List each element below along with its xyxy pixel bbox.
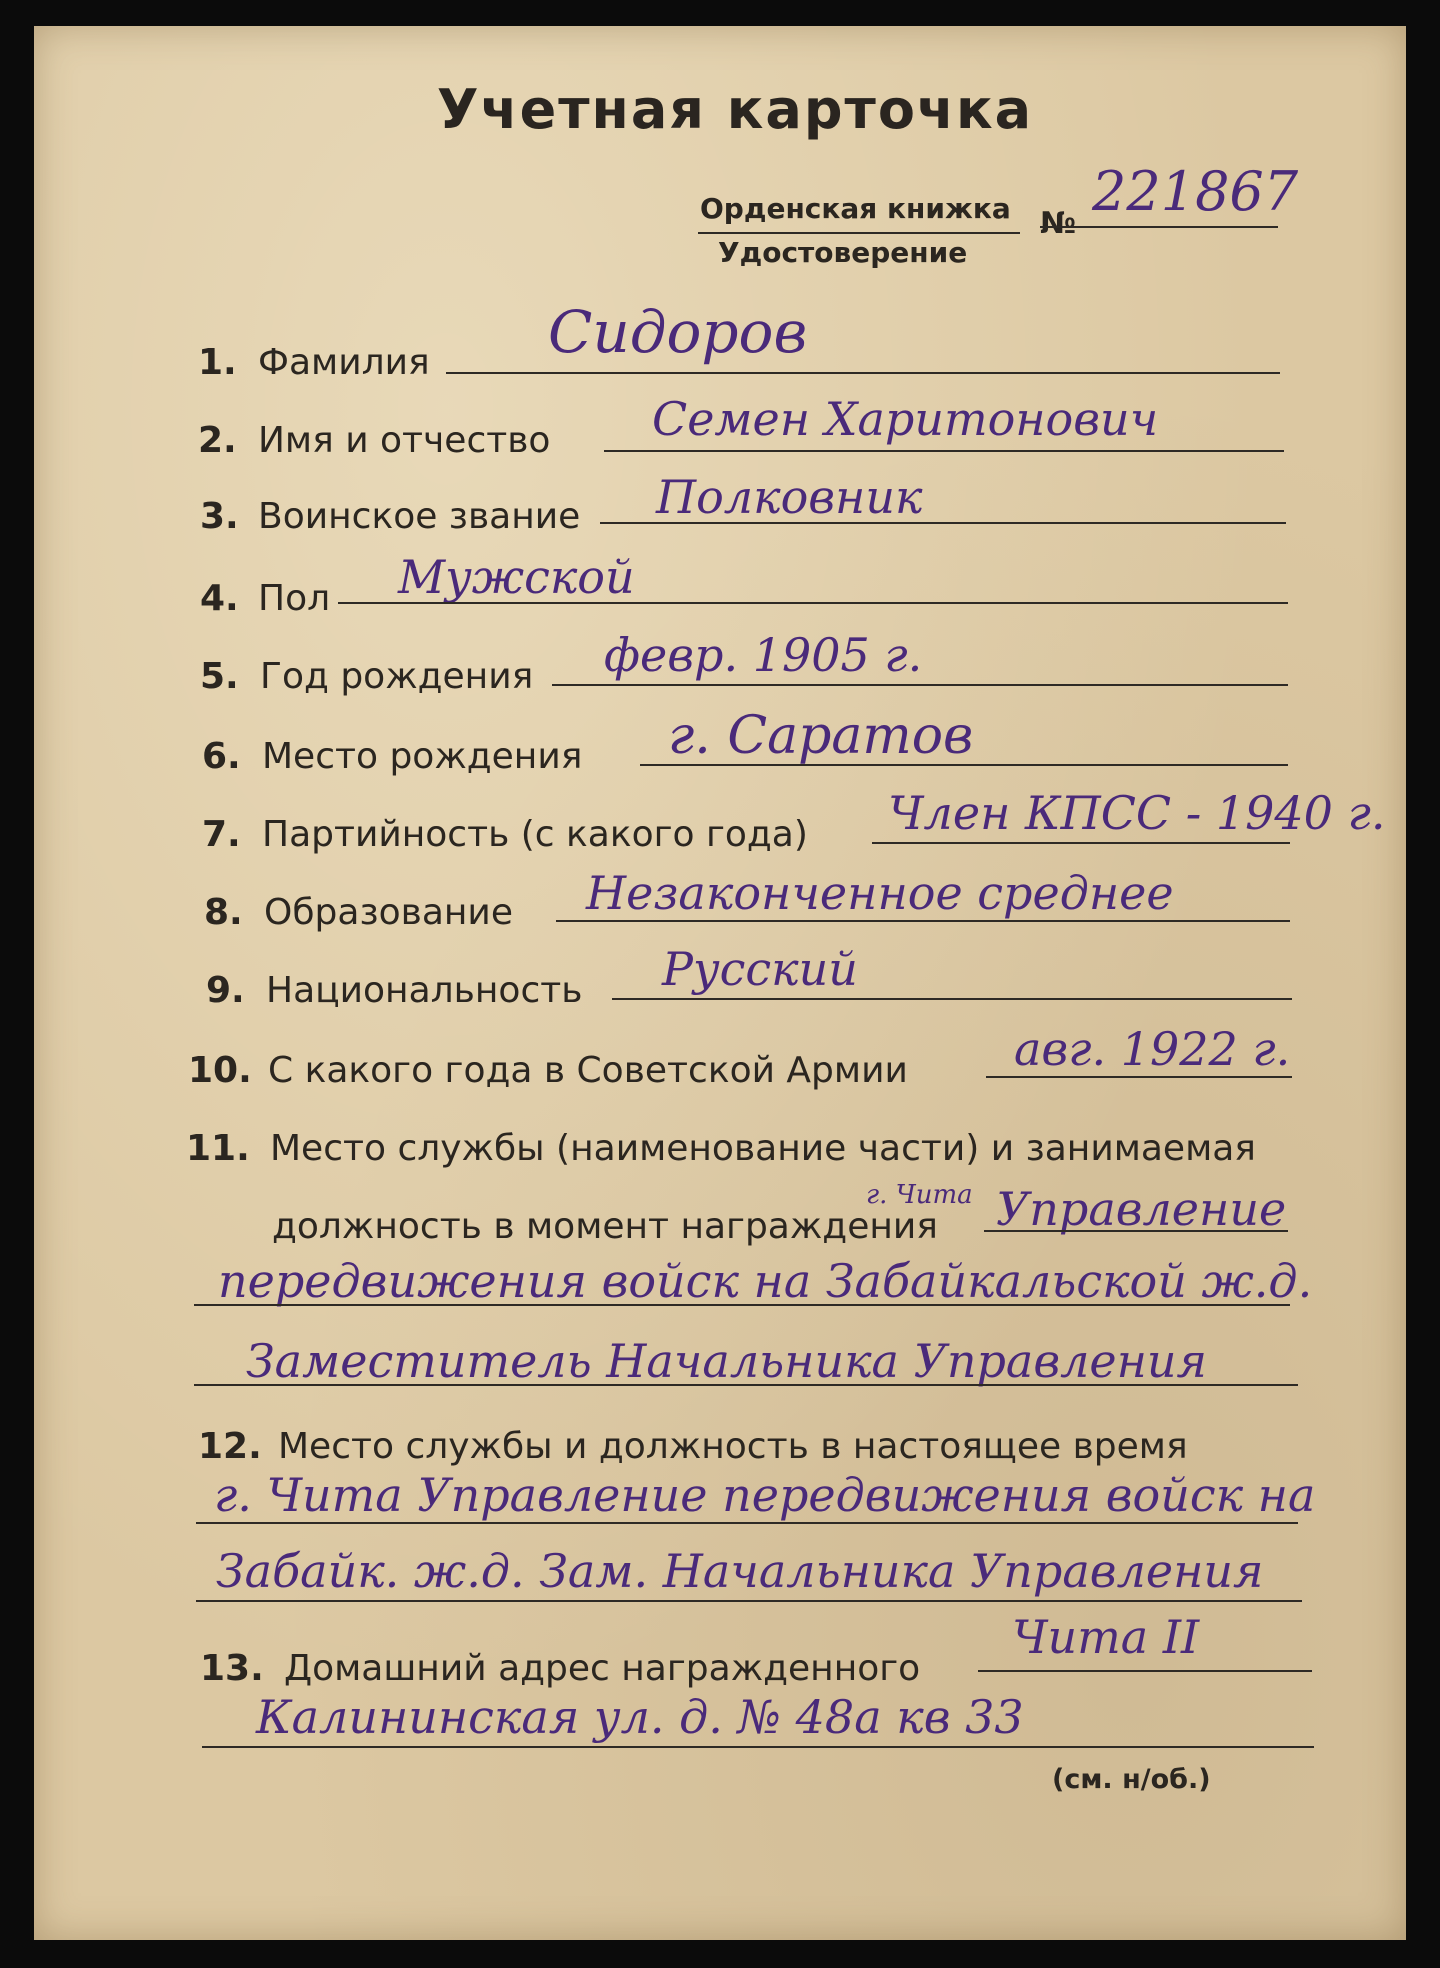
field-7-label: Партийность (с какого года) [262,814,808,855]
field-11-label-line1: Место службы (наименование части) и занимаемая [270,1128,1256,1169]
field-6-label: Место рождения [262,736,583,777]
number-underline [1040,226,1278,228]
field-1-number: 1. [198,342,237,383]
field-6-value: г. Саратов [668,706,974,766]
field-10-line [986,1076,1292,1078]
card-number: 221867 [1092,160,1299,223]
field-6-number: 6. [202,736,241,777]
field-7-number: 7. [202,814,241,855]
field-13-value-line1: Чита II [1012,1610,1200,1664]
field-13-number: 13. [200,1648,264,1689]
card-title: Учетная карточка [436,78,1034,141]
field-5-line [552,684,1288,686]
field-7-value: Член КПСС - 1940 г. [888,786,1386,840]
field-11-value-note: г. Чита [866,1180,973,1210]
field-7-line [872,842,1290,844]
field-2-value: Семен Харитонович [652,392,1159,446]
field-11-value-line1: Управление [996,1182,1287,1236]
field-8-line [556,920,1290,922]
field-2-label: Имя и отчество [258,420,551,461]
field-8-label: Образование [264,892,513,933]
field-5-value: февр. 1905 г. [604,628,923,682]
field-11-line2 [194,1304,1290,1306]
field-11-value-line3: Заместитель Начальника Управления [246,1334,1208,1388]
field-3-label: Воинское звание [258,496,581,537]
field-13-line2 [202,1746,1314,1748]
certificate-label: Удостоверение [718,236,968,269]
field-9-value: Русский [662,942,858,996]
field-10-number: 10. [188,1050,252,1091]
field-12-value-line1: г. Чита Управление передвижения войск на [214,1468,1316,1522]
field-9-line [612,998,1292,1000]
field-4-number: 4. [200,578,239,619]
field-13-label: Домашний адрес награжденного [284,1648,921,1689]
field-11-line1 [984,1230,1288,1232]
field-12-number: 12. [198,1426,262,1467]
field-9-label: Национальность [266,970,583,1011]
field-1-value: Сидоров [548,298,808,366]
field-5-number: 5. [200,656,239,697]
number-sign: № [1040,206,1077,241]
fraction-divider [698,232,1020,234]
order-book-label: Орденская книжка [700,192,1011,225]
field-10-value: авг. 1922 г. [1014,1022,1291,1076]
field-3-line [600,522,1286,524]
field-6-line [640,764,1288,766]
field-4-line [338,602,1288,604]
field-2-number: 2. [198,420,237,461]
field-11-line3 [194,1384,1298,1386]
field-8-number: 8. [204,892,243,933]
see-reverse-note: (см. н/об.) [1052,1764,1211,1795]
field-13-line1 [978,1670,1312,1672]
field-11-label-line2: должность в момент награждения [272,1206,938,1247]
field-12-label: Место службы и должность в настоящее время [278,1426,1188,1467]
field-3-value: Полковник [656,470,923,524]
field-4-label: Пол [258,578,331,619]
field-13-value-line2: Калининская ул. д. № 48а кв 33 [256,1690,1024,1744]
field-2-line [604,450,1284,452]
field-11-number: 11. [186,1128,250,1169]
field-1-line [446,372,1280,374]
field-9-number: 9. [206,970,245,1011]
field-3-number: 3. [200,496,239,537]
field-8-value: Незаконченное среднее [586,866,1174,920]
field-4-value: Мужской [398,550,635,604]
field-11-value-line2: передвижения войск на Забайкальской ж.д. [218,1254,1313,1308]
field-1-label: Фамилия [258,342,430,383]
field-5-label: Год рождения [260,656,534,697]
field-12-line1 [196,1522,1298,1524]
field-10-label: С какого года в Советской Армии [268,1050,908,1091]
field-12-line2 [196,1600,1302,1602]
field-12-value-line2: Забайк. ж.д. Зам. Начальника Управления [216,1544,1264,1598]
